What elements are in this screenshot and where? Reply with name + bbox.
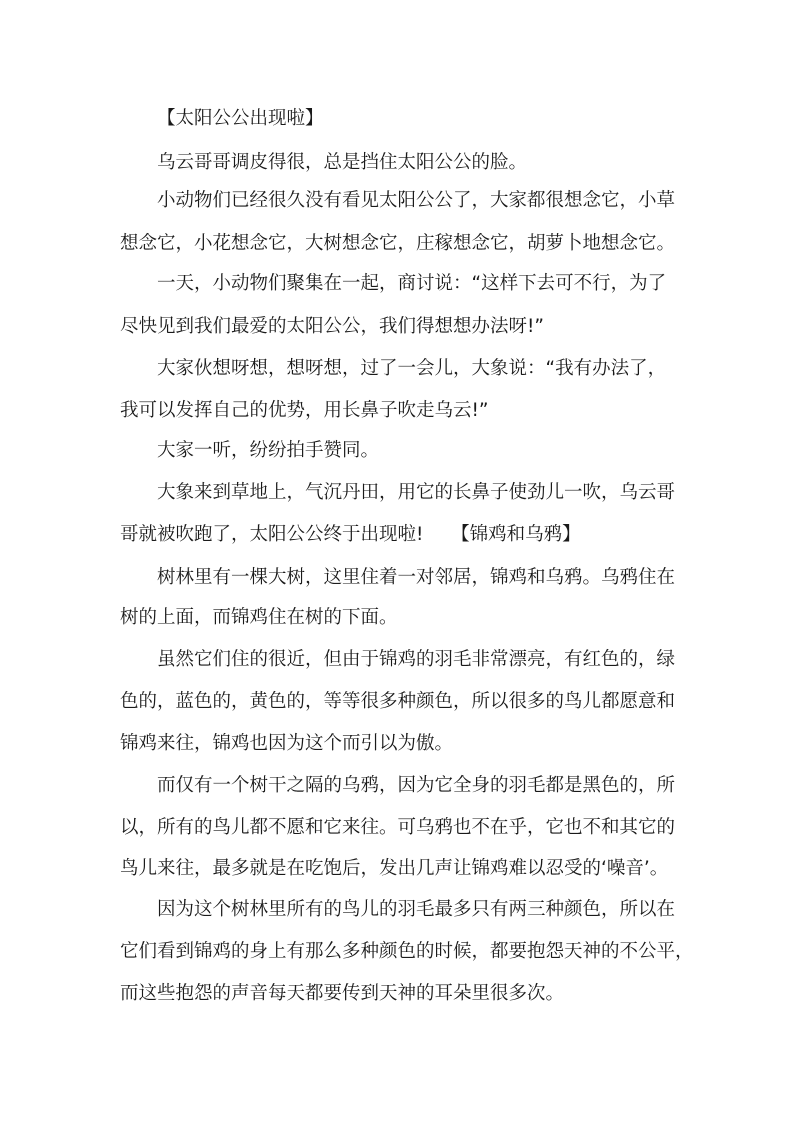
text-line: 而这些抱怨的声音每天都要传到天神的耳朵里很多次。 — [120, 983, 565, 1004]
text-line: 小动物们已经很久没有看见太阳公公了，大家都很想念它，小草 — [157, 190, 676, 211]
text-line: 它们看到锦鸡的身上有那么多种颜色的时候，都要抱怨天神的不公平， — [120, 941, 694, 962]
text-line: 我可以发挥自己的优势，用长鼻子吹走乌云!” — [120, 400, 489, 421]
text-line: 因为这个树林里所有的鸟儿的羽毛最多只有两三种颜色，所以在 — [157, 899, 676, 920]
text-line: 虽然它们住的很近，但由于锦鸡的羽毛非常漂亮，有红色的，绿 — [157, 649, 676, 670]
text-line: 一天，小动物们聚集在一起，商讨说：“这样下去可不行，为了 — [157, 273, 667, 294]
text-line: 色的，蓝色的，黄色的，等等很多种颜色，所以很多的鸟儿都愿意和 — [120, 691, 676, 712]
text-line: 大家一听，纷纷拍手赞同。 — [157, 440, 380, 461]
text-line: 哥就被吹跑了，太阳公公终于出现啦! 【锦鸡和乌鸦】 — [120, 524, 581, 545]
text-line: 想念它，小花想念它，大树想念它，庄稼想念它，胡萝卜地想念它。 — [120, 233, 676, 254]
text-line: 大家伙想呀想，想呀想，过了一会儿，大象说：“我有办法了， — [157, 358, 667, 379]
text-line: 树的上面，而锦鸡住在树的下面。 — [120, 607, 398, 628]
text-line: 以，所有的鸟儿都不愿和它来往。可乌鸦也不在乎，它也不和其它的 — [120, 817, 676, 838]
title-sun: 【太阳公公出现啦】 — [157, 108, 324, 129]
text-line: 锦鸡来往，锦鸡也因为这个而引以为傲。 — [120, 733, 454, 754]
text-line: 树林里有一棵大树，这里住着一对邻居，锦鸡和乌鸦。乌鸦住在 — [157, 567, 676, 588]
text-line: 乌云哥哥调皮得很，总是挡住太阳公公的脸。 — [157, 152, 528, 173]
text-line: 而仅有一个树干之隔的乌鸦，因为它全身的羽毛都是黑色的，所 — [157, 775, 676, 796]
text-line: 大象来到草地上，气沉丹田，用它的长鼻子使劲儿一吹，乌云哥 — [157, 482, 676, 503]
text-line: 尽快见到我们最爱的太阳公公，我们得想想办法呀!” — [120, 316, 545, 337]
text-line: 鸟儿来往，最多就是在吃饱后，发出几声让锦鸡难以忍受的‘噪音’。 — [120, 858, 669, 879]
